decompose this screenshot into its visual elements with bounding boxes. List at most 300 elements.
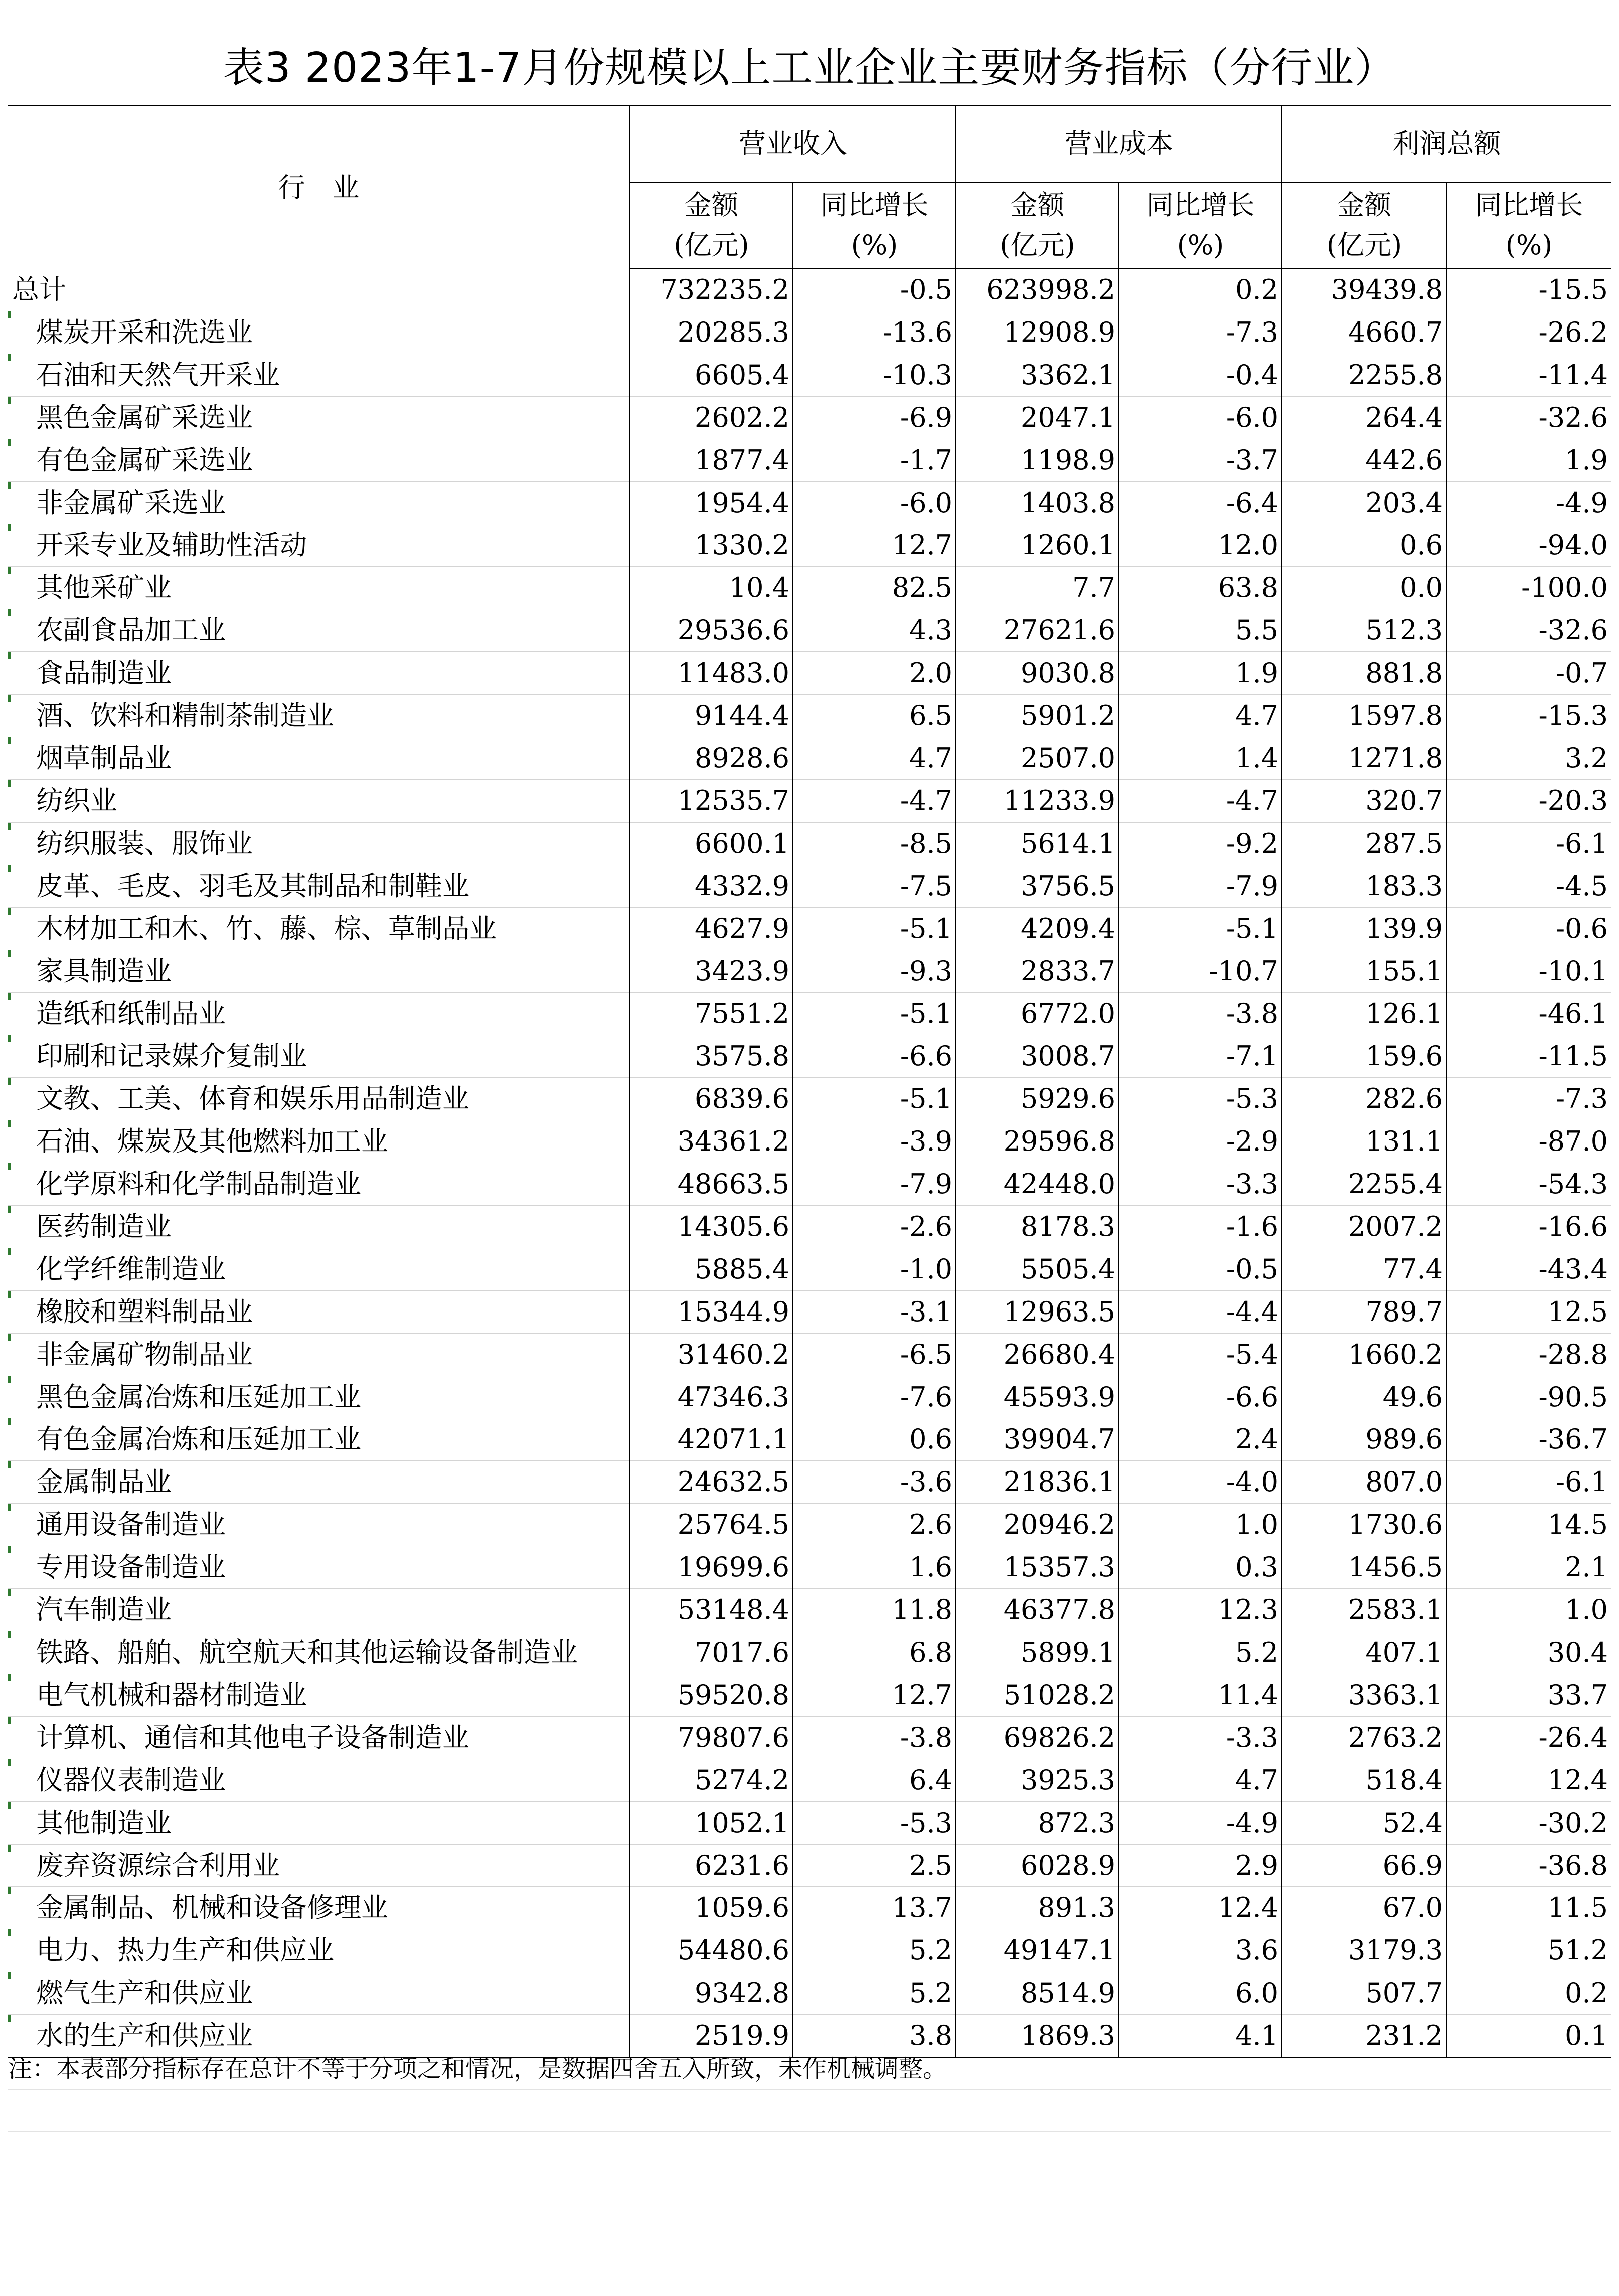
table-row — [8, 524, 1611, 567]
cost-yoy-cell: -3.3 — [1119, 1163, 1282, 1206]
profit-cell: 52.4 — [1282, 1801, 1446, 1844]
profit-cell: 1271.8 — [1282, 737, 1446, 779]
cost-cell: 46377.8 — [956, 1589, 1119, 1631]
industry-name-cell: 煤炭开采和洗选业 — [8, 311, 630, 354]
revenue-yoy-cell: 6.8 — [793, 1631, 956, 1674]
revenue-yoy-cell: 5.2 — [793, 1972, 956, 2015]
revenue-yoy-cell: 4.3 — [793, 609, 956, 652]
table-row — [8, 1418, 1611, 1461]
profit-cell: 3179.3 — [1282, 1929, 1446, 1972]
cost-cell: 11233.9 — [956, 779, 1119, 822]
industry-name-cell: 水的生产和供应业 — [8, 2015, 630, 2057]
cost-cell: 12908.9 — [956, 311, 1119, 354]
profit-yoy-cell: -6.1 — [1446, 1461, 1611, 1504]
cost-cell: 3008.7 — [956, 1035, 1119, 1078]
revenue-yoy-cell: -5.1 — [793, 1078, 956, 1120]
profit-yoy-cell: -26.4 — [1446, 1716, 1611, 1759]
table-row — [8, 1376, 1611, 1418]
profit-cell: 287.5 — [1282, 822, 1446, 865]
revenue-yoy-cell: -1.0 — [793, 1248, 956, 1290]
cost-yoy-cell: -5.3 — [1119, 1078, 1282, 1120]
profit-yoy-cell: -10.1 — [1446, 950, 1611, 993]
profit-cell: 1456.5 — [1282, 1546, 1446, 1589]
revenue-cell: 53148.4 — [630, 1589, 793, 1631]
cost-cell: 26680.4 — [956, 1333, 1119, 1376]
profit-cell: 407.1 — [1282, 1631, 1446, 1674]
profit-cell: 807.0 — [1282, 1461, 1446, 1504]
profit-yoy-cell: -32.6 — [1446, 609, 1611, 652]
revenue-cell: 9144.4 — [630, 695, 793, 737]
cost-yoy-cell: -3.8 — [1119, 993, 1282, 1035]
revenue-cell: 7017.6 — [630, 1631, 793, 1674]
profit-cell: 139.9 — [1282, 907, 1446, 950]
profit-cell: 881.8 — [1282, 652, 1446, 695]
industry-name-cell: 废弃资源综合利用业 — [8, 1844, 630, 1887]
cost-yoy-cell: 2.9 — [1119, 1844, 1282, 1887]
revenue-cell: 12535.7 — [630, 779, 793, 822]
table-row — [8, 950, 1611, 993]
profit-yoy-cell: -11.4 — [1446, 354, 1611, 396]
profit-cell: 2583.1 — [1282, 1589, 1446, 1631]
revenue-yoy-cell: -5.1 — [793, 907, 956, 950]
cost-yoy-cell: -10.7 — [1119, 950, 1282, 993]
industry-name-cell: 农副食品加工业 — [8, 609, 630, 652]
industry-name-cell: 黑色金属冶炼和压延加工业 — [8, 1376, 630, 1418]
cost-cell: 8178.3 — [956, 1205, 1119, 1248]
header-amount: 金额 (亿元) — [630, 182, 793, 268]
cost-cell: 6772.0 — [956, 993, 1119, 1035]
industry-name-cell: 非金属矿物制品业 — [8, 1333, 630, 1376]
revenue-cell: 47346.3 — [630, 1376, 793, 1418]
cost-cell: 27621.6 — [956, 609, 1119, 652]
table-row — [8, 1248, 1611, 1290]
industry-name-cell: 黑色金属矿采选业 — [8, 396, 630, 439]
revenue-cell: 14305.6 — [630, 1205, 793, 1248]
revenue-yoy-cell: 13.7 — [793, 1887, 956, 1929]
cost-cell: 2833.7 — [956, 950, 1119, 993]
cost-cell: 872.3 — [956, 1801, 1119, 1844]
profit-cell: 507.7 — [1282, 1972, 1446, 2015]
revenue-yoy-cell: 3.8 — [793, 2015, 956, 2057]
cost-yoy-cell: 1.4 — [1119, 737, 1282, 779]
revenue-yoy-cell: -2.6 — [793, 1205, 956, 1248]
financial-indicators-table — [8, 105, 1611, 2058]
cost-cell: 5901.2 — [956, 695, 1119, 737]
profit-yoy-cell: 2.1 — [1446, 1546, 1611, 1589]
profit-cell: 77.4 — [1282, 1248, 1446, 1290]
profit-yoy-cell: -0.7 — [1446, 652, 1611, 695]
revenue-cell: 59520.8 — [630, 1674, 793, 1716]
profit-cell: 66.9 — [1282, 1844, 1446, 1887]
cost-yoy-cell: 5.5 — [1119, 609, 1282, 652]
revenue-yoy-cell: -6.6 — [793, 1035, 956, 1078]
table-row — [8, 268, 1611, 311]
table-row — [8, 1461, 1611, 1504]
table-row — [8, 1589, 1611, 1631]
revenue-yoy-cell: -6.5 — [793, 1333, 956, 1376]
profit-yoy-cell: 30.4 — [1446, 1631, 1611, 1674]
profit-cell: 2255.8 — [1282, 354, 1446, 396]
industry-name-cell: 电气机械和器材制造业 — [8, 1674, 630, 1716]
cost-cell: 623998.2 — [956, 268, 1119, 311]
revenue-yoy-cell: -3.8 — [793, 1716, 956, 1759]
revenue-yoy-cell: -6.0 — [793, 481, 956, 524]
revenue-cell: 2519.9 — [630, 2015, 793, 2057]
industry-name-cell: 计算机、通信和其他电子设备制造业 — [8, 1716, 630, 1759]
cost-yoy-cell: -6.6 — [1119, 1376, 1282, 1418]
cost-cell: 3756.5 — [956, 865, 1119, 907]
cost-yoy-cell: 12.4 — [1119, 1887, 1282, 1929]
cost-cell: 1198.9 — [956, 439, 1119, 481]
revenue-yoy-cell: 5.2 — [793, 1929, 956, 1972]
revenue-yoy-cell: -3.6 — [793, 1461, 956, 1504]
header-amount: 金额 (亿元) — [1282, 182, 1446, 268]
profit-yoy-cell: 12.4 — [1446, 1759, 1611, 1801]
revenue-cell: 732235.2 — [630, 268, 793, 311]
profit-cell: 4660.7 — [1282, 311, 1446, 354]
cost-yoy-cell: -7.9 — [1119, 865, 1282, 907]
cost-cell: 49147.1 — [956, 1929, 1119, 1972]
profit-cell: 264.4 — [1282, 396, 1446, 439]
revenue-yoy-cell: -0.5 — [793, 268, 956, 311]
cost-yoy-cell: 4.7 — [1119, 695, 1282, 737]
cost-yoy-cell: -6.4 — [1119, 481, 1282, 524]
profit-yoy-cell: 11.5 — [1446, 1887, 1611, 1929]
revenue-yoy-cell: 6.5 — [793, 695, 956, 737]
revenue-yoy-cell: -4.7 — [793, 779, 956, 822]
cost-yoy-cell: -7.1 — [1119, 1035, 1282, 1078]
revenue-cell: 29536.6 — [630, 609, 793, 652]
revenue-yoy-cell: -6.9 — [793, 396, 956, 439]
industry-name-cell: 非金属矿采选业 — [8, 481, 630, 524]
industry-name-cell: 纺织服装、服饰业 — [8, 822, 630, 865]
revenue-yoy-cell: 2.0 — [793, 652, 956, 695]
profit-yoy-cell: -94.0 — [1446, 524, 1611, 567]
profit-yoy-cell: 1.9 — [1446, 439, 1611, 481]
profit-cell: 231.2 — [1282, 2015, 1446, 2057]
industry-name-cell: 皮革、毛皮、羽毛及其制品和制鞋业 — [8, 865, 630, 907]
profit-yoy-cell: -4.5 — [1446, 865, 1611, 907]
revenue-yoy-cell: 6.4 — [793, 1759, 956, 1801]
profit-cell: 67.0 — [1282, 1887, 1446, 1929]
profit-yoy-cell: -15.5 — [1446, 268, 1611, 311]
profit-yoy-cell: -28.8 — [1446, 1333, 1611, 1376]
revenue-yoy-cell: -13.6 — [793, 311, 956, 354]
table-row — [8, 1674, 1611, 1716]
cost-cell: 4209.4 — [956, 907, 1119, 950]
cost-yoy-cell: 3.6 — [1119, 1929, 1282, 1972]
profit-cell: 203.4 — [1282, 481, 1446, 524]
cost-yoy-cell: -5.4 — [1119, 1333, 1282, 1376]
cost-yoy-cell: 0.2 — [1119, 268, 1282, 311]
industry-name-cell: 电力、热力生产和供应业 — [8, 1929, 630, 1972]
header-growth: 同比增长 (%) — [1446, 182, 1611, 268]
revenue-cell: 15344.9 — [630, 1290, 793, 1333]
industry-name-cell: 化学原料和化学制品制造业 — [8, 1163, 630, 1206]
profit-yoy-cell: -16.6 — [1446, 1205, 1611, 1248]
header-amount: 金额 (亿元) — [956, 182, 1119, 268]
cost-cell: 29596.8 — [956, 1120, 1119, 1163]
profit-yoy-cell: 33.7 — [1446, 1674, 1611, 1716]
industry-name-cell: 木材加工和木、竹、藤、棕、草制品业 — [8, 907, 630, 950]
cost-yoy-cell: -0.4 — [1119, 354, 1282, 396]
header-growth: 同比增长 (%) — [1119, 182, 1282, 268]
table-row — [8, 1163, 1611, 1206]
cost-yoy-cell: 4.1 — [1119, 2015, 1282, 2057]
industry-name-cell: 有色金属冶炼和压延加工业 — [8, 1418, 630, 1461]
profit-cell: 442.6 — [1282, 439, 1446, 481]
cost-cell: 45593.9 — [956, 1376, 1119, 1418]
profit-yoy-cell: -11.5 — [1446, 1035, 1611, 1078]
table-row — [8, 1205, 1611, 1248]
table-row — [8, 779, 1611, 822]
profit-cell: 49.6 — [1282, 1376, 1446, 1418]
revenue-cell: 31460.2 — [630, 1333, 793, 1376]
table-row — [8, 737, 1611, 779]
cost-yoy-cell: 5.2 — [1119, 1631, 1282, 1674]
profit-cell: 789.7 — [1282, 1290, 1446, 1333]
profit-cell: 320.7 — [1282, 779, 1446, 822]
cost-cell: 42448.0 — [956, 1163, 1119, 1206]
header-growth: 同比增长 (%) — [793, 182, 956, 268]
cost-cell: 6028.9 — [956, 1844, 1119, 1887]
table-row — [8, 907, 1611, 950]
revenue-cell: 1052.1 — [630, 1801, 793, 1844]
cost-yoy-cell: 12.3 — [1119, 1589, 1282, 1631]
table-row — [8, 1290, 1611, 1333]
profit-yoy-cell: 51.2 — [1446, 1929, 1611, 1972]
table-row — [8, 1759, 1611, 1801]
profit-cell: 512.3 — [1282, 609, 1446, 652]
cost-cell: 12963.5 — [956, 1290, 1119, 1333]
revenue-yoy-cell: -9.3 — [793, 950, 956, 993]
revenue-cell: 7551.2 — [630, 993, 793, 1035]
industry-name-cell: 印刷和记录媒介复制业 — [8, 1035, 630, 1078]
profit-yoy-cell: 3.2 — [1446, 737, 1611, 779]
table-row — [8, 652, 1611, 695]
revenue-yoy-cell: 12.7 — [793, 1674, 956, 1716]
profit-cell: 282.6 — [1282, 1078, 1446, 1120]
profit-cell: 2255.4 — [1282, 1163, 1446, 1206]
cost-yoy-cell: 1.0 — [1119, 1504, 1282, 1546]
cost-yoy-cell: -4.0 — [1119, 1461, 1282, 1504]
revenue-cell: 54480.6 — [630, 1929, 793, 1972]
cost-yoy-cell: -3.3 — [1119, 1716, 1282, 1759]
profit-cell: 2007.2 — [1282, 1205, 1446, 1248]
revenue-yoy-cell: -5.3 — [793, 1801, 956, 1844]
cost-yoy-cell: -4.4 — [1119, 1290, 1282, 1333]
revenue-cell: 9342.8 — [630, 1972, 793, 2015]
table-row — [8, 1546, 1611, 1589]
industry-name-cell: 专用设备制造业 — [8, 1546, 630, 1589]
header-profit: 利润总额 — [1282, 106, 1611, 182]
profit-cell: 518.4 — [1282, 1759, 1446, 1801]
profit-yoy-cell: -15.3 — [1446, 695, 1611, 737]
industry-name-cell: 石油和天然气开采业 — [8, 354, 630, 396]
cost-yoy-cell: 0.3 — [1119, 1546, 1282, 1589]
revenue-yoy-cell: 11.8 — [793, 1589, 956, 1631]
cost-yoy-cell: -4.9 — [1119, 1801, 1282, 1844]
cost-cell: 2047.1 — [956, 396, 1119, 439]
header-industry: 行 业 — [8, 106, 630, 268]
revenue-cell: 5274.2 — [630, 1759, 793, 1801]
revenue-cell: 6839.6 — [630, 1078, 793, 1120]
profit-yoy-cell: -36.7 — [1446, 1418, 1611, 1461]
profit-cell: 131.1 — [1282, 1120, 1446, 1163]
cost-yoy-cell: 1.9 — [1119, 652, 1282, 695]
table-body — [8, 268, 1611, 2057]
industry-name-cell: 造纸和纸制品业 — [8, 993, 630, 1035]
industry-name-cell: 其他采矿业 — [8, 567, 630, 609]
profit-cell: 183.3 — [1282, 865, 1446, 907]
revenue-cell: 4332.9 — [630, 865, 793, 907]
profit-yoy-cell: -26.2 — [1446, 311, 1611, 354]
profit-yoy-cell: -43.4 — [1446, 1248, 1611, 1290]
cost-cell: 20946.2 — [956, 1504, 1119, 1546]
revenue-cell: 6600.1 — [630, 822, 793, 865]
cost-cell: 51028.2 — [956, 1674, 1119, 1716]
cost-yoy-cell: -4.7 — [1119, 779, 1282, 822]
revenue-cell: 3423.9 — [630, 950, 793, 993]
profit-yoy-cell: -4.9 — [1446, 481, 1611, 524]
table-row — [8, 481, 1611, 524]
revenue-yoy-cell: 2.6 — [793, 1504, 956, 1546]
profit-yoy-cell: -30.2 — [1446, 1801, 1611, 1844]
industry-name-cell: 仪器仪表制造业 — [8, 1759, 630, 1801]
cost-cell: 3925.3 — [956, 1759, 1119, 1801]
cost-yoy-cell: -2.9 — [1119, 1120, 1282, 1163]
profit-cell: 0.0 — [1282, 567, 1446, 609]
revenue-yoy-cell: 2.5 — [793, 1844, 956, 1887]
revenue-cell: 6605.4 — [630, 354, 793, 396]
industry-name-cell: 金属制品、机械和设备修理业 — [8, 1887, 630, 1929]
revenue-cell: 20285.3 — [630, 311, 793, 354]
industry-name-cell: 化学纤维制造业 — [8, 1248, 630, 1290]
revenue-cell: 1877.4 — [630, 439, 793, 481]
table-row — [8, 865, 1611, 907]
profit-yoy-cell: 0.1 — [1446, 2015, 1611, 2057]
revenue-cell: 10.4 — [630, 567, 793, 609]
table-title: 表3 2023年1-7月份规模以上工业企业主要财务指标（分行业） — [223, 44, 1396, 92]
cost-yoy-cell: 4.7 — [1119, 1759, 1282, 1801]
revenue-cell: 25764.5 — [630, 1504, 793, 1546]
table-row — [8, 1972, 1611, 2015]
cost-cell: 5614.1 — [956, 822, 1119, 865]
industry-name-cell: 文教、工美、体育和娱乐用品制造业 — [8, 1078, 630, 1120]
cost-cell: 2507.0 — [956, 737, 1119, 779]
revenue-cell: 1330.2 — [630, 524, 793, 567]
revenue-yoy-cell: -10.3 — [793, 354, 956, 396]
table-row — [8, 1035, 1611, 1078]
profit-yoy-cell: -90.5 — [1446, 1376, 1611, 1418]
industry-name-cell: 酒、饮料和精制茶制造业 — [8, 695, 630, 737]
revenue-yoy-cell: -7.6 — [793, 1376, 956, 1418]
revenue-cell: 5885.4 — [630, 1248, 793, 1290]
table-row — [8, 1631, 1611, 1674]
table-row — [8, 1801, 1611, 1844]
cost-cell: 15357.3 — [956, 1546, 1119, 1589]
revenue-cell: 48663.5 — [630, 1163, 793, 1206]
cost-cell: 9030.8 — [956, 652, 1119, 695]
footnote: 注：本表部分指标存在总计不等于分项之和情况，是数据四舍五入所致，未作机械调整。 — [8, 2055, 947, 2083]
cost-cell: 8514.9 — [956, 1972, 1119, 2015]
table-row — [8, 822, 1611, 865]
industry-name-cell: 其他制造业 — [8, 1801, 630, 1844]
industry-name-cell: 烟草制品业 — [8, 737, 630, 779]
profit-yoy-cell: 12.5 — [1446, 1290, 1611, 1333]
profit-yoy-cell: -7.3 — [1446, 1078, 1611, 1120]
revenue-cell: 19699.6 — [630, 1546, 793, 1589]
revenue-yoy-cell: -7.9 — [793, 1163, 956, 1206]
table-row — [8, 1333, 1611, 1376]
empty-gridline — [8, 2131, 1611, 2132]
revenue-cell: 1059.6 — [630, 1887, 793, 1929]
table-row — [8, 567, 1611, 609]
cost-cell: 3362.1 — [956, 354, 1119, 396]
table-row — [8, 1716, 1611, 1759]
profit-cell: 159.6 — [1282, 1035, 1446, 1078]
revenue-cell: 24632.5 — [630, 1461, 793, 1504]
revenue-cell: 2602.2 — [630, 396, 793, 439]
cost-cell: 39904.7 — [956, 1418, 1119, 1461]
cost-cell: 5929.6 — [956, 1078, 1119, 1120]
profit-yoy-cell: -46.1 — [1446, 993, 1611, 1035]
industry-name-cell: 总计 — [8, 268, 630, 311]
industry-name-cell: 通用设备制造业 — [8, 1504, 630, 1546]
revenue-yoy-cell: -3.9 — [793, 1120, 956, 1163]
cost-yoy-cell: -0.5 — [1119, 1248, 1282, 1290]
revenue-yoy-cell: -1.7 — [793, 439, 956, 481]
table-row — [8, 1078, 1611, 1120]
cost-yoy-cell: -9.2 — [1119, 822, 1282, 865]
profit-yoy-cell: -32.6 — [1446, 396, 1611, 439]
cost-cell: 891.3 — [956, 1887, 1119, 1929]
revenue-yoy-cell: -7.5 — [793, 865, 956, 907]
profit-yoy-cell: 14.5 — [1446, 1504, 1611, 1546]
industry-name-cell: 燃气生产和供应业 — [8, 1972, 630, 2015]
table-row — [8, 993, 1611, 1035]
table-row — [8, 1120, 1611, 1163]
cost-cell: 69826.2 — [956, 1716, 1119, 1759]
table-row — [8, 609, 1611, 652]
revenue-yoy-cell: 0.6 — [793, 1418, 956, 1461]
cost-cell: 7.7 — [956, 567, 1119, 609]
cost-cell: 5505.4 — [956, 1248, 1119, 1290]
cost-yoy-cell: -6.0 — [1119, 396, 1282, 439]
table-row — [8, 1844, 1611, 1887]
profit-yoy-cell: -100.0 — [1446, 567, 1611, 609]
profit-yoy-cell: -6.1 — [1446, 822, 1611, 865]
profit-yoy-cell: 0.2 — [1446, 1972, 1611, 2015]
header-revenue: 营业收入 — [630, 106, 956, 182]
industry-name-cell: 家具制造业 — [8, 950, 630, 993]
cost-cell: 1260.1 — [956, 524, 1119, 567]
profit-cell: 39439.8 — [1282, 268, 1446, 311]
table-row — [8, 354, 1611, 396]
industry-name-cell: 橡胶和塑料制品业 — [8, 1290, 630, 1333]
profit-cell: 126.1 — [1282, 993, 1446, 1035]
table-row — [8, 1504, 1611, 1546]
cost-yoy-cell: -1.6 — [1119, 1205, 1282, 1248]
profit-cell: 1660.2 — [1282, 1333, 1446, 1376]
revenue-cell: 1954.4 — [630, 481, 793, 524]
revenue-yoy-cell: -5.1 — [793, 993, 956, 1035]
profit-cell: 989.6 — [1282, 1418, 1446, 1461]
revenue-cell: 8928.6 — [630, 737, 793, 779]
revenue-cell: 42071.1 — [630, 1418, 793, 1461]
revenue-yoy-cell: 1.6 — [793, 1546, 956, 1589]
revenue-yoy-cell: -3.1 — [793, 1290, 956, 1333]
